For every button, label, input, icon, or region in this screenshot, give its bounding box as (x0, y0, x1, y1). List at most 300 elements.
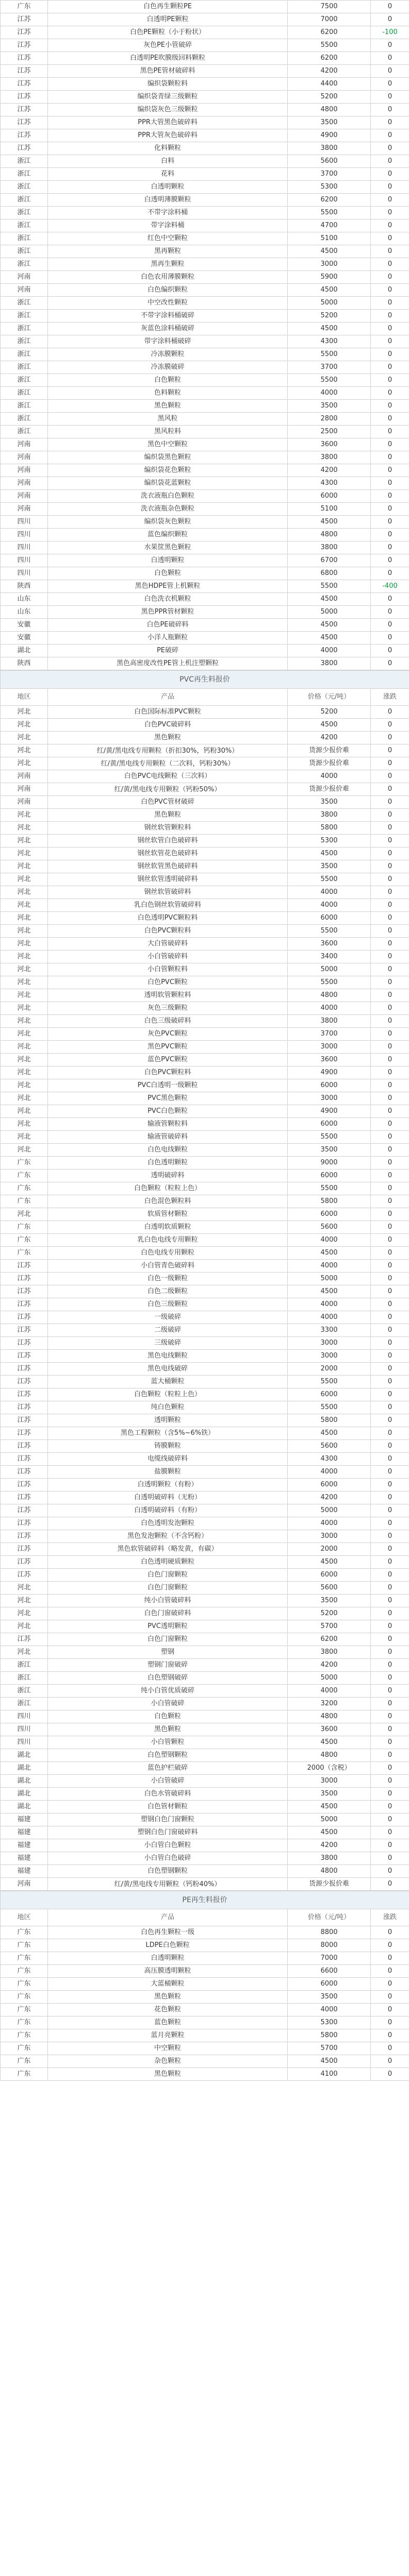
region-cell: 江苏 (1, 1298, 48, 1311)
price-cell: 4000 (288, 1298, 371, 1311)
region-cell: 河北 (1, 1607, 48, 1620)
price-cell: 5300 (288, 181, 371, 194)
change-cell: 0 (371, 1736, 409, 1749)
table-row (1, 719, 409, 732)
header-row (1, 689, 409, 706)
change-cell: 0 (371, 1698, 409, 1710)
region-cell: 安徽 (1, 619, 48, 632)
price-cell: 4800 (288, 104, 371, 116)
region-cell: 河北 (1, 1646, 48, 1659)
price-cell: 5800 (288, 1414, 371, 1427)
region-cell: 江苏 (1, 1285, 48, 1298)
region-cell: 江苏 (1, 91, 48, 104)
price-cell: 4500 (288, 848, 371, 860)
region-cell: 山东 (1, 606, 48, 619)
product-cell: 不带字涂料桶 (48, 207, 288, 219)
change-cell: 0 (371, 1, 409, 13)
change-cell: 0 (371, 1195, 409, 1208)
table-row (1, 1646, 409, 1659)
table-row (1, 732, 409, 744)
table-row (1, 1775, 409, 1788)
table-row (1, 1002, 409, 1015)
region-cell: 河北 (1, 822, 48, 835)
region-cell: 浙江 (1, 335, 48, 348)
price-cell: 4500 (288, 1826, 371, 1839)
region-cell: 河北 (1, 886, 48, 899)
table-row (1, 1298, 409, 1311)
price-cell: 2000 (288, 1543, 371, 1556)
change-cell: 0 (371, 284, 409, 297)
price-cell: 2000（含税） (288, 1762, 371, 1775)
region-cell: 河北 (1, 899, 48, 912)
region-cell: 江苏 (1, 1311, 48, 1324)
region-cell: 江苏 (1, 1427, 48, 1440)
table-row (1, 580, 409, 593)
product-cell: 纯小白管优质破碎 (48, 1685, 288, 1698)
change-cell: 0 (371, 1311, 409, 1324)
price-cell: 4200 (288, 1839, 371, 1852)
product-cell: 电缆线破碎料 (48, 1453, 288, 1466)
product-cell: 白色PE破碎料 (48, 619, 288, 632)
change-cell: 0 (371, 1092, 409, 1105)
price-cell: 3800 (288, 657, 371, 670)
change-cell: 0 (371, 1002, 409, 1015)
change-cell: 0 (371, 297, 409, 310)
price-cell: 3500 (288, 400, 371, 413)
change-cell: 0 (371, 1788, 409, 1801)
price-cell: 2000 (288, 1363, 371, 1376)
price-cell: 3000 (288, 1337, 371, 1350)
table-row (1, 1234, 409, 1247)
product-cell: 白色透明PVC颗粒料 (48, 912, 288, 925)
product-cell: 化料颗粒 (48, 142, 288, 155)
price-cell: 3000 (288, 1775, 371, 1788)
change-cell: 0 (371, 91, 409, 104)
table-row (1, 706, 409, 719)
region-cell: 浙江 (1, 348, 48, 361)
region-cell: 福建 (1, 1865, 48, 1878)
region-cell: 四川 (1, 541, 48, 554)
change-cell: 0 (371, 1672, 409, 1685)
price-cell: 5700 (288, 2042, 371, 2055)
change-cell: 0 (371, 1273, 409, 1285)
region-cell: 广东 (1, 1991, 48, 2004)
table-row (1, 1066, 409, 1079)
price-cell: 5000 (288, 963, 371, 976)
change-cell: 0 (371, 361, 409, 374)
product-cell: 白透明软质颗粒 (48, 1221, 288, 1234)
table-row (1, 1363, 409, 1376)
change-cell: 0 (371, 783, 409, 796)
change-cell: 0 (371, 258, 409, 271)
region-cell: 广东 (1, 1157, 48, 1170)
region-cell: 浙江 (1, 258, 48, 271)
table-row (1, 873, 409, 886)
price-cell: 4000 (288, 2004, 371, 2016)
price-cell: 4500 (288, 245, 371, 258)
table-row (1, 1324, 409, 1337)
product-cell: PVC白色颗粒 (48, 1105, 288, 1118)
price-cell: 4000 (288, 1311, 371, 1324)
change-cell: 0 (371, 770, 409, 783)
price-cell: 3600 (288, 1054, 371, 1066)
product-cell: 白色颗粒 (48, 567, 288, 580)
price-cell: 3000 (288, 258, 371, 271)
product-cell: 乳白色电线专用颗粒 (48, 1234, 288, 1247)
table-row (1, 155, 409, 168)
change-cell: 0 (371, 1376, 409, 1388)
region-cell: 河北 (1, 1079, 48, 1092)
price-cell: 5500 (288, 925, 371, 938)
region-cell: 广东 (1, 2029, 48, 2042)
product-cell: 灰色PVC颗粒 (48, 1028, 288, 1041)
change-cell: 0 (371, 232, 409, 245)
price-cell: 4800 (288, 1710, 371, 1723)
change-cell: 0 (371, 1337, 409, 1350)
product-cell: 白色颗粒（粒粒上色） (48, 1182, 288, 1195)
region-cell: 河南 (1, 271, 48, 284)
product-cell: 塑钢 (48, 1646, 288, 1659)
change-cell: 0 (371, 1939, 409, 1952)
region-cell: 河北 (1, 860, 48, 873)
product-cell: 黑再生颗粒 (48, 258, 288, 271)
price-cell: 4500 (288, 619, 371, 632)
price-cell: 6200 (288, 194, 371, 207)
product-cell: 黑色颗粒 (48, 1991, 288, 2004)
change-cell: 0 (371, 1607, 409, 1620)
price-cell: 6700 (288, 554, 371, 567)
price-cell: 5300 (288, 2016, 371, 2029)
table-row (1, 770, 409, 783)
region-cell: 四川 (1, 1723, 48, 1736)
product-cell: 灰色PE小管破碎 (48, 39, 288, 52)
region-cell: 河南 (1, 503, 48, 516)
table-row (1, 899, 409, 912)
price-cell: 3000 (288, 1530, 371, 1543)
table-row (1, 2016, 409, 2029)
region-cell: 河北 (1, 732, 48, 744)
product-cell: 白透明PE吹膜级回料颗粒 (48, 52, 288, 65)
table-row (1, 1260, 409, 1273)
region-cell: 河南 (1, 770, 48, 783)
change-cell: 0 (371, 2055, 409, 2068)
product-cell: 黑色PE管材破碎料 (48, 65, 288, 78)
product-cell: 杂色颗粒 (48, 2055, 288, 2068)
product-cell: 黑色软管破碎料（略发黄，有碳） (48, 1543, 288, 1556)
region-cell: 湖北 (1, 1788, 48, 1801)
price-cell: 4500 (288, 516, 371, 529)
region-cell: 江苏 (1, 1479, 48, 1492)
price-cell: 4500 (288, 719, 371, 732)
table-row (1, 567, 409, 580)
price-cell: 3600 (288, 1723, 371, 1736)
product-cell: 黑色中空颗粒 (48, 438, 288, 451)
table-row (1, 1607, 409, 1620)
table-row (1, 619, 409, 632)
table-row (1, 860, 409, 873)
table-row (1, 1388, 409, 1401)
price-cell: 6000 (288, 1079, 371, 1092)
price-cell: 4200 (288, 464, 371, 477)
region-cell: 江苏 (1, 1504, 48, 1517)
product-cell: 蓝月亮颗粒 (48, 2029, 288, 2042)
region-cell: 河北 (1, 1028, 48, 1041)
table-row (1, 232, 409, 245)
change-cell: 0 (371, 1543, 409, 1556)
table-row (1, 1569, 409, 1582)
product-cell: 白色管材颗粒 (48, 1801, 288, 1814)
product-cell: 白色颗粒 (48, 1710, 288, 1723)
price-cell: 3600 (288, 938, 371, 951)
change-cell: 0 (371, 657, 409, 670)
change-cell: 0 (371, 1926, 409, 1939)
pe-price-table (0, 1891, 409, 2081)
price-cell: 3800 (288, 809, 371, 822)
table-row (1, 989, 409, 1002)
product-cell: 小白管颗粒 (48, 1736, 288, 1749)
change-cell: 0 (371, 899, 409, 912)
price-cell: 5500 (288, 348, 371, 361)
change-cell: 0 (371, 1865, 409, 1878)
region-cell: 广东 (1, 1926, 48, 1939)
table-row (1, 1208, 409, 1221)
change-cell: 0 (371, 1144, 409, 1157)
product-cell: 白色一级颗粒 (48, 1273, 288, 1285)
price-cell: 5800 (288, 1195, 371, 1208)
header-product: 产品 (48, 1909, 288, 1926)
price-cell: 4900 (288, 1066, 371, 1079)
price-cell: 6000 (288, 1479, 371, 1492)
change-cell: 0 (371, 1131, 409, 1144)
region-cell: 广东 (1, 2016, 48, 2029)
price-cell: 4900 (288, 1105, 371, 1118)
change-cell: 0 (371, 1079, 409, 1092)
product-cell: 透明破碎料 (48, 1170, 288, 1182)
change-cell: 0 (371, 1826, 409, 1839)
change-cell: 0 (371, 1646, 409, 1659)
region-cell: 福建 (1, 1826, 48, 1839)
product-cell: 白色塑钢颗粒 (48, 1749, 288, 1762)
region-cell: 河北 (1, 1595, 48, 1607)
change-cell: 0 (371, 387, 409, 400)
product-cell: PE破碎 (48, 645, 288, 657)
region-cell: 江苏 (1, 142, 48, 155)
price-cell: 5500 (288, 374, 371, 387)
price-cell: 5600 (288, 1582, 371, 1595)
pe-continued-table (0, 0, 409, 670)
header-region: 地区 (1, 1909, 48, 1926)
table-row (1, 1865, 409, 1878)
change-cell: 0 (371, 413, 409, 426)
table-row (1, 1015, 409, 1028)
change-cell: 0 (371, 1466, 409, 1479)
region-cell: 浙江 (1, 387, 48, 400)
region-cell: 江苏 (1, 1324, 48, 1337)
table-row (1, 1788, 409, 1801)
table-row (1, 219, 409, 232)
region-cell: 江苏 (1, 1363, 48, 1376)
change-cell: -100 (371, 26, 409, 39)
change-cell: 0 (371, 438, 409, 451)
price-cell: 3500 (288, 796, 371, 809)
region-cell: 江苏 (1, 26, 48, 39)
product-cell: 白色洗衣机颗粒 (48, 593, 288, 606)
price-cell: 3000 (288, 1350, 371, 1363)
table-row (1, 1556, 409, 1569)
price-cell: 4500 (288, 1285, 371, 1298)
table-row (1, 744, 409, 757)
table-row (1, 39, 409, 52)
change-cell: 0 (371, 835, 409, 848)
change-cell: 0 (371, 1952, 409, 1965)
product-cell: 黑色颗粒 (48, 732, 288, 744)
region-cell: 浙江 (1, 400, 48, 413)
price-cell: 5000 (288, 1814, 371, 1826)
price-cell: 6000 (288, 1978, 371, 1991)
table-row (1, 938, 409, 951)
table-row (1, 1195, 409, 1208)
change-cell: 0 (371, 632, 409, 645)
region-cell: 浙江 (1, 194, 48, 207)
table-row (1, 1092, 409, 1105)
table-row (1, 1221, 409, 1234)
change-cell: 0 (371, 1852, 409, 1865)
table-row (1, 822, 409, 835)
price-cell: 3700 (288, 168, 371, 181)
product-cell: 白色PVC颗粒料 (48, 1066, 288, 1079)
price-cell: 3500 (288, 1991, 371, 2004)
product-cell: 不带字涂料桶破碎 (48, 310, 288, 323)
product-cell: 大蓝桶颗粒 (48, 1978, 288, 1991)
region-cell: 浙江 (1, 168, 48, 181)
region-cell: 广东 (1, 1247, 48, 1260)
price-cell: 4000 (288, 645, 371, 657)
product-cell: 蓝色护栏破碎 (48, 1762, 288, 1775)
region-cell: 江苏 (1, 1273, 48, 1285)
price-cell: 4500 (288, 2055, 371, 2068)
table-row (1, 335, 409, 348)
product-cell: 编织袋灰色三级颗粒 (48, 104, 288, 116)
product-cell: 白色电线颗粒 (48, 1144, 288, 1157)
table-row (1, 632, 409, 645)
product-cell: 冷冻膜颗粒 (48, 348, 288, 361)
table-row (1, 1453, 409, 1466)
change-cell: 0 (371, 1991, 409, 2004)
table-row (1, 438, 409, 451)
region-cell: 河南 (1, 477, 48, 490)
change-cell: 0 (371, 1440, 409, 1453)
table-row (1, 1543, 409, 1556)
table-row (1, 1595, 409, 1607)
product-cell: 白色门窗破碎料 (48, 1607, 288, 1620)
change-cell: 0 (371, 951, 409, 963)
region-cell: 浙江 (1, 1672, 48, 1685)
table-row (1, 1041, 409, 1054)
region-cell: 江苏 (1, 1633, 48, 1646)
product-cell: 白色透明颗粒 (48, 1157, 288, 1170)
region-cell: 河北 (1, 963, 48, 976)
price-cell: 4800 (288, 1749, 371, 1762)
price-cell: 6000 (288, 490, 371, 503)
price-cell: 4200 (288, 1659, 371, 1672)
price-cell: 6000 (288, 1208, 371, 1221)
region-cell: 浙江 (1, 1698, 48, 1710)
region-cell: 河北 (1, 951, 48, 963)
table-row (1, 1170, 409, 1182)
change-cell: 0 (371, 1723, 409, 1736)
price-cell: 4500 (288, 1801, 371, 1814)
region-cell: 河南 (1, 1878, 48, 1891)
region-cell: 江苏 (1, 13, 48, 26)
table-row (1, 13, 409, 26)
table-row (1, 1350, 409, 1363)
price-cell: 3700 (288, 1028, 371, 1041)
change-cell: 0 (371, 719, 409, 732)
price-cell: 4500 (288, 632, 371, 645)
table-row (1, 490, 409, 503)
table-row (1, 1517, 409, 1530)
change-cell: 0 (371, 52, 409, 65)
change-cell: 0 (371, 1350, 409, 1363)
region-cell: 浙江 (1, 181, 48, 194)
product-cell: 白色国际标准PVC颗粒 (48, 706, 288, 719)
region-cell: 广东 (1, 1, 48, 13)
region-cell: 陕西 (1, 657, 48, 670)
region-cell: 浙江 (1, 361, 48, 374)
table-row (1, 1118, 409, 1131)
change-cell: 0 (371, 860, 409, 873)
product-cell: 白透明薄膜颗粒 (48, 194, 288, 207)
change-cell: 0 (371, 1569, 409, 1582)
table-row (1, 104, 409, 116)
region-cell: 浙江 (1, 232, 48, 245)
region-cell: 广东 (1, 1182, 48, 1195)
region-cell: 河北 (1, 1054, 48, 1066)
product-cell: 水果筐黑色颗粒 (48, 541, 288, 554)
price-cell: 3000 (288, 1041, 371, 1054)
product-cell: 黑色发泡颗粒（不含钙粉） (48, 1530, 288, 1543)
region-cell: 江苏 (1, 1543, 48, 1556)
change-cell: 0 (371, 207, 409, 219)
price-cell: 5100 (288, 232, 371, 245)
price-cell: 6000 (288, 1170, 371, 1182)
product-cell: 透明软管颗粒料 (48, 989, 288, 1002)
product-cell: 红/黄/黑电线专用颗粒（折扣30%，钙粉30%） (48, 744, 288, 757)
change-cell: 0 (371, 1363, 409, 1376)
price-cell: 5700 (288, 1620, 371, 1633)
table-row (1, 1926, 409, 1939)
table-row (1, 477, 409, 490)
region-cell: 河北 (1, 1015, 48, 1028)
change-cell: 0 (371, 245, 409, 258)
region-cell: 广东 (1, 2055, 48, 2068)
region-cell: 四川 (1, 529, 48, 541)
region-cell: 河南 (1, 284, 48, 297)
product-cell: 蓝色编织颗粒 (48, 529, 288, 541)
product-cell: 黑色颗粒 (48, 2068, 288, 2081)
table-row (1, 1, 409, 13)
change-cell: 0 (371, 13, 409, 26)
region-cell: 浙江 (1, 413, 48, 426)
price-cell: 3500 (288, 1788, 371, 1801)
table-row (1, 271, 409, 284)
price-cell: 5500 (288, 873, 371, 886)
region-cell: 河北 (1, 706, 48, 719)
region-cell: 河北 (1, 1620, 48, 1633)
product-cell: 黑色颗粒 (48, 400, 288, 413)
header-price: 价格（元/吨） (288, 1909, 371, 1926)
price-cell: 8000 (288, 1939, 371, 1952)
